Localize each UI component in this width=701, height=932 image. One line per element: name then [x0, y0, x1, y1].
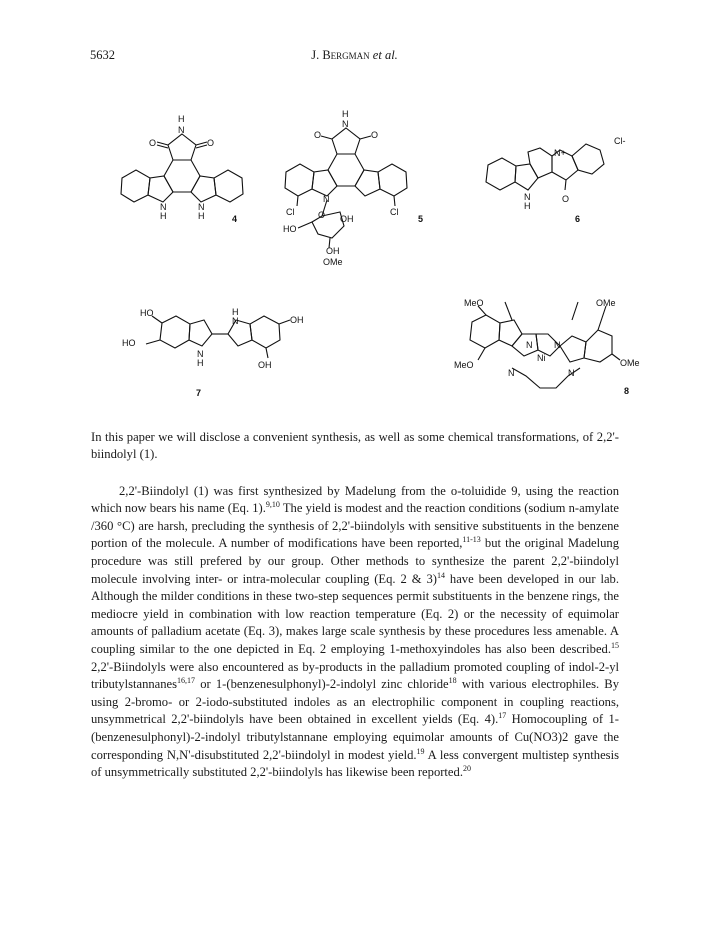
- c8-ni: Ni: [537, 353, 546, 363]
- compound-5: [283, 110, 423, 267]
- body-text: but the original Madelung procedure was still prefered by our group. Other methods to synthesize the parent 2,2'-biindolyl molecule involving inter- or intra-molecular coupling (Eq. 2 & 3): [91, 536, 619, 586]
- c8-n-4: N: [568, 368, 575, 378]
- citation: 20: [462, 763, 471, 773]
- compound-6: [486, 136, 626, 224]
- citation: 9,10: [265, 500, 280, 509]
- citation: 15: [611, 640, 619, 650]
- c5-ome: OMe: [323, 257, 343, 267]
- running-head-author: J. Bergman: [311, 48, 370, 62]
- citation: 19: [416, 746, 425, 756]
- compound-number-8: 8: [624, 386, 630, 396]
- page-header: [90, 48, 619, 64]
- c8-meo-1: MeO: [464, 298, 484, 308]
- citation: 14: [436, 570, 445, 580]
- body-text: A less convergent multistep synthesis of unsymmetrically substituted 2,2'-biindolyls has likewise been reported.: [91, 747, 619, 780]
- c6-nh-n: N: [524, 192, 531, 202]
- c7-h-left: H: [197, 358, 204, 368]
- compound-number-6: 6: [575, 214, 581, 224]
- c7-ho-1: HO: [140, 308, 154, 318]
- c8-ome-1: OMe: [596, 298, 616, 308]
- c8-meo-2: MeO: [454, 360, 474, 370]
- c5-cl-left: Cl: [286, 207, 295, 217]
- c8-n-2: N: [554, 340, 561, 350]
- citation: 16,17: [177, 675, 196, 685]
- c4-nh-left-n: N: [160, 202, 167, 212]
- body-text: 2,2'-Biindolyls were also encountered as by-products in the palladium promoted coupling of indol-2-yl tributylstannanes: [91, 659, 619, 692]
- c5-oh-2: OH: [326, 246, 340, 256]
- c5-o-right: O: [371, 130, 379, 140]
- compound-8: [454, 298, 640, 396]
- c8-n-3: N: [508, 368, 515, 378]
- running-head-etal: et al.: [372, 48, 398, 62]
- chemical-structures-figure: [0, 110, 701, 410]
- body-text: The yield is modest and the reaction conditions (sodium n-amylate /360 °C) are harsh, precluding the synthesis of 2,2'-biindolyls with sensitive substituents in the benzene portion of the molecule. A number of modifications have been reported,: [91, 501, 619, 551]
- c7-n-right: N: [232, 316, 239, 326]
- intro-paragraph: In this paper we will disclose a convenient synthesis, as well as some chemical transformations, of 2,2'-biindolyl (1).: [91, 429, 619, 462]
- c7-oh-2: OH: [258, 360, 272, 370]
- c7-h-right: H: [232, 307, 239, 317]
- c6-cl-minus: Cl-: [614, 136, 626, 146]
- c8-n-1: N: [526, 340, 533, 350]
- compound-number-7: 7: [196, 388, 202, 398]
- c6-o: O: [562, 194, 570, 204]
- compound-7: [122, 307, 304, 398]
- structures-svg: [0, 110, 701, 410]
- c5-n-top: N: [342, 119, 349, 129]
- compound-number-5: 5: [418, 214, 424, 224]
- compound-4: [121, 114, 243, 224]
- citation: 11-13: [462, 535, 481, 545]
- c5-n-glyco: N: [323, 194, 330, 204]
- c7-oh-1: OH: [290, 315, 304, 325]
- body-paragraph: [91, 483, 619, 782]
- c7-ho-2: HO: [122, 338, 136, 348]
- c5-ring-o: O: [318, 210, 326, 220]
- citation: 17: [498, 711, 507, 721]
- body-text: 2,2'-Biindolyl (1) was first synthesized by Madelung from the o-toluidide 9, using the reaction which now bears his name (Eq. 1).: [91, 483, 619, 516]
- c4-n-top: N: [178, 125, 185, 135]
- c4-nh-left-h: H: [160, 211, 167, 221]
- body-text: have been developed in our lab. Although the milder conditions in these two-step sequences permit substituents in the benzene rings, the mediocre yield in combination with low reaction temperature (Eq. 2) or the necessity of equimolar amounts of palladium acetate (Eq. 3), makes large scale synthesis by these procedures less amenable. A coupling similar to the one depicted in Eq. 2 employing 1-methoxyindoles has also been described.: [91, 571, 619, 656]
- body-text: with various electrophiles. By using 2-bromo- or 2-iodo-substituted indoles as an electrophilic component in coupling reactions, unsymmetrical 2,2'-biindolyls have been obtained in excellent yields (Eq. 4).: [91, 677, 620, 727]
- c6-nh-h: H: [524, 201, 531, 211]
- page-number: 5632: [90, 48, 115, 62]
- c4-nh-right-h: H: [198, 211, 205, 221]
- c4-o-left: O: [149, 138, 157, 148]
- c8-ome-2: OMe: [620, 358, 640, 368]
- c6-n-plus: N+: [554, 148, 566, 158]
- citation: 18: [448, 675, 457, 685]
- compound-number-4: 4: [232, 214, 238, 224]
- c5-h-top: H: [342, 110, 349, 119]
- c7-n-left: N: [197, 349, 204, 359]
- c5-cl-right: Cl: [390, 207, 399, 217]
- c4-nh-right-n: N: [198, 202, 205, 212]
- c5-o-left: O: [314, 130, 322, 140]
- running-head: [90, 48, 619, 63]
- c4-h-top: H: [178, 114, 185, 124]
- body-text: Homocoupling of 1-(benzenesulphonyl)-2-indolyl tributylstannane employing equimolar amounts of Cu(NO3)2 gave the corresponding N,N'-disubstituted 2,2'-biindolyl in modest yield.: [91, 712, 619, 762]
- body-text: or 1-(benzenesulphonyl)-2-indolyl zinc chloride: [195, 677, 449, 692]
- c5-oh-1: OH: [340, 214, 354, 224]
- c4-o-right: O: [207, 138, 215, 148]
- c5-ho: HO: [283, 224, 297, 234]
